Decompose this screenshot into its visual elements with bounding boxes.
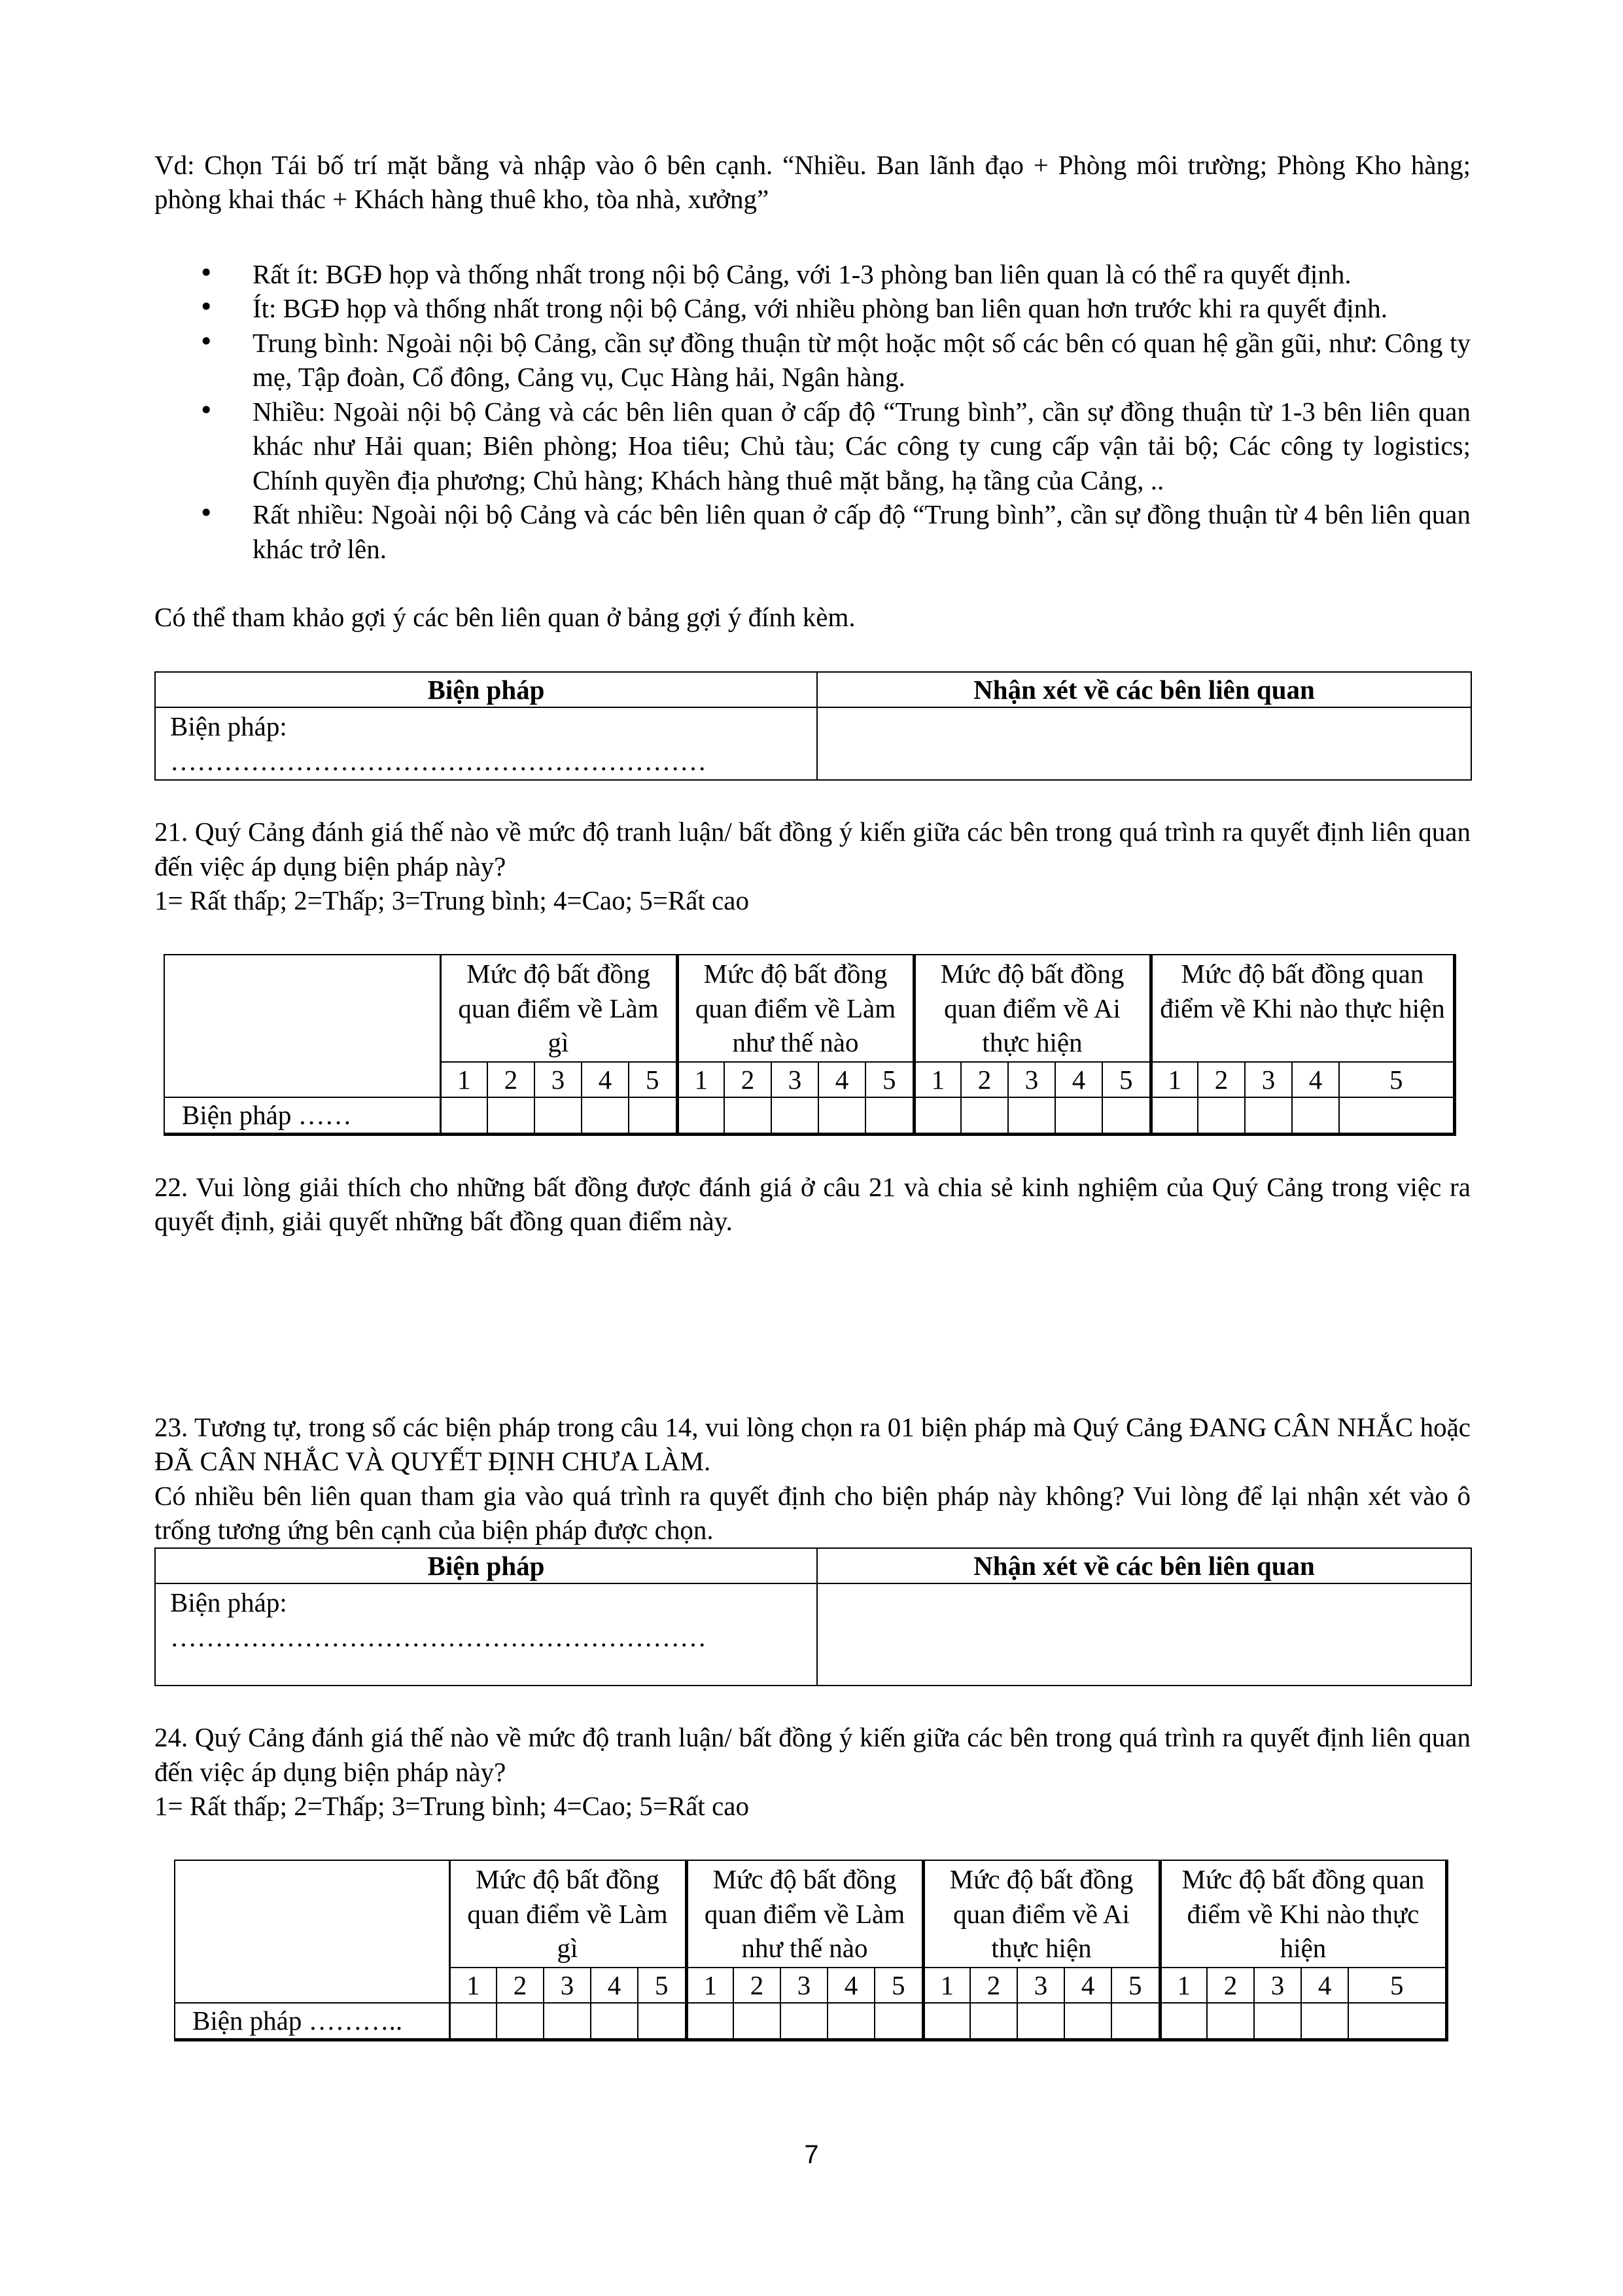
group-header-what: Mức độ bất đồng quan điểm về Làm gì [449, 1860, 686, 1967]
score-header: 1 [686, 1968, 733, 2003]
score-cell[interactable] [487, 1097, 534, 1134]
column-header-comment: Nhận xét về các bên liên quan [817, 1548, 1471, 1583]
score-header: 3 [780, 1968, 828, 2003]
score-header: 2 [1198, 1062, 1245, 1097]
score-header: 4 [1055, 1062, 1102, 1097]
score-cell[interactable] [818, 1097, 865, 1134]
score-cell[interactable] [1339, 1097, 1454, 1134]
question-21: 21. Quý Cảng đánh giá thế nào về mức độ tranh luận/ bất đồng ý kiến giữa các bên trong quá trình ra quyết định liên quan đến việc áp dụng biện pháp này? [154, 817, 1471, 881]
score-cell[interactable] [1245, 1097, 1292, 1134]
score-cell[interactable] [1055, 1097, 1102, 1134]
group-header-who: Mức độ bất đồng quan điểm về Ai thực hiện [914, 955, 1151, 1061]
score-cell[interactable] [1301, 2003, 1348, 2040]
score-header: 4 [582, 1062, 629, 1097]
score-cell[interactable] [1348, 2003, 1446, 2040]
score-header: 1 [923, 1968, 970, 2003]
score-cell[interactable] [582, 1097, 629, 1134]
score-header: 2 [961, 1062, 1008, 1097]
measure-cell[interactable] [155, 1583, 817, 1686]
score-cell[interactable] [534, 1097, 582, 1134]
score-cell[interactable] [923, 2003, 970, 2040]
group-header-who: Mức độ bất đồng quan điểm về Ai thực hiện [923, 1860, 1160, 1967]
score-cell[interactable] [440, 1097, 487, 1134]
document-page [154, 148, 1471, 2041]
reference-note: Có thể tham khảo gợi ý các bên liên quan ở bảng gợi ý đính kèm. [154, 602, 856, 633]
column-header-measure: Biện pháp [155, 672, 817, 707]
score-cell[interactable] [914, 1097, 961, 1134]
list-item: • Rất ít: BGĐ họp và thống nhất trong nội bộ Cảng, với 1-3 phòng ban liên quan là có thể ra quyết định. [253, 257, 1471, 291]
group-header-when: Mức độ bất đồng quan điểm về Khi nào thực hiện [1151, 955, 1454, 1061]
score-cell[interactable] [1111, 2003, 1160, 2040]
score-header: 5 [638, 1968, 686, 2003]
score-header: 4 [818, 1062, 865, 1097]
score-cell[interactable] [591, 2003, 638, 2040]
score-header: 5 [1111, 1968, 1160, 2003]
question-23: 23. Tương tự, trong số các biện pháp trong câu 14, vui lòng chọn ra 01 biện pháp mà Quý Cảng ĐANG CÂN NHẮC hoặc ĐÃ CÂN NHẮC VÀ QUYẾT ĐỊNH CHƯA LÀM. [154, 1411, 1471, 1477]
list-item: • Nhiều: Ngoài nội bộ Cảng và các bên liên quan ở cấp độ “Trung bình”, cần sự đồng thuận từ 1-3 bên liên quan khác như Hải quan; Biên phòng; Hoa tiêu; Chủ tàu; Các công ty cung cấp vận tải bộ; Các công ty logistics; Chính quyền địa phương; Chủ hàng; Khách hàng thuê mặt bằng, hạ tầng của Cảng, .. [253, 395, 1471, 497]
list-item: • Rất nhiều: Ngoài nội bộ Cảng và các bên liên quan ở cấp độ “Trung bình”, cần sự đồng thuận từ 4 bên liên quan khác trở lên. [253, 497, 1471, 566]
header-corner [175, 1860, 449, 2003]
score-cell[interactable] [629, 1097, 677, 1134]
group-header-how: Mức độ bất đồng quan điểm về Làm như thế nào [677, 955, 914, 1061]
measure-blank: …………………………………………………… [170, 745, 707, 776]
stakeholder-table-2 [154, 1547, 1472, 1686]
score-cell[interactable] [677, 1097, 724, 1134]
column-header-measure: Biện pháp [155, 1548, 817, 1583]
score-header: 5 [1102, 1062, 1151, 1097]
score-cell[interactable] [1254, 2003, 1301, 2040]
score-header: 1 [1160, 1968, 1207, 2003]
example-paragraph: Vd: Chọn Tái bố trí mặt bằng và nhập vào ô bên cạnh. “Nhiều. Ban lãnh đạo + Phòng môi trường; Phòng Kho hàng; phòng khai thác + Khách hàng thuê kho, tòa nhà, xưởng” [154, 150, 1471, 215]
score-header: 3 [1245, 1062, 1292, 1097]
question-24: 24. Quý Cảng đánh giá thế nào về mức độ tranh luận/ bất đồng ý kiến giữa các bên trong quá trình ra quyết định liên quan đến việc áp dụng biện pháp này? [154, 1722, 1471, 1787]
score-cell[interactable] [686, 2003, 733, 2040]
score-header: 2 [733, 1968, 780, 2003]
score-header: 3 [544, 1968, 591, 2003]
score-cell[interactable] [828, 2003, 875, 2040]
score-cell[interactable] [780, 2003, 828, 2040]
score-header: 3 [771, 1062, 818, 1097]
header-corner [164, 955, 440, 1097]
question-23-prompt: Có nhiều bên liên quan tham gia vào quá trình ra quyết định cho biện pháp này không? Vui lòng để lại nhận xét vào ô trống tương ứng bên cạnh của biện pháp được chọn. [154, 1480, 1471, 1545]
measure-label: Biện pháp: [170, 711, 287, 742]
score-header: 2 [487, 1062, 534, 1097]
score-header: 4 [828, 1968, 875, 2003]
score-header: 4 [1292, 1062, 1339, 1097]
disagreement-table-24 [174, 1860, 1448, 2041]
score-header: 3 [1017, 1968, 1064, 2003]
row-label: Biện pháp ……….. [175, 2003, 449, 2040]
scale-legend-21: 1= Rất thấp; 2=Thấp; 3=Trung bình; 4=Cao; 5=Rất cao [154, 885, 749, 915]
score-header: 4 [1301, 1968, 1348, 2003]
score-header: 5 [629, 1062, 677, 1097]
group-header-what: Mức độ bất đồng quan điểm về Làm gì [440, 955, 677, 1061]
score-header: 1 [440, 1062, 487, 1097]
score-cell[interactable] [771, 1097, 818, 1134]
column-header-comment: Nhận xét về các bên liên quan [817, 672, 1471, 707]
score-header: 2 [1207, 1968, 1254, 2003]
comment-cell[interactable] [817, 707, 1471, 780]
score-header: 2 [970, 1968, 1017, 2003]
score-cell[interactable] [865, 1097, 914, 1134]
score-header: 3 [1008, 1062, 1055, 1097]
answer-space-22[interactable] [154, 1239, 1471, 1410]
score-header: 5 [1339, 1062, 1454, 1097]
score-cell[interactable] [724, 1097, 771, 1134]
score-cell[interactable] [449, 2003, 497, 2040]
score-cell[interactable] [961, 1097, 1008, 1134]
score-header: 3 [534, 1062, 582, 1097]
score-header: 5 [875, 1968, 923, 2003]
score-cell[interactable] [1160, 2003, 1207, 2040]
score-cell[interactable] [970, 2003, 1017, 2040]
row-label: Biện pháp …… [164, 1097, 440, 1134]
score-header: 5 [1348, 1968, 1446, 2003]
score-cell[interactable] [1017, 2003, 1064, 2040]
score-cell[interactable] [1292, 1097, 1339, 1134]
list-item: • Trung bình: Ngoài nội bộ Cảng, cần sự đồng thuận từ một hoặc một số các bên có quan hệ gần gũi, như: Công ty mẹ, Tập đoàn, Cổ đông, Cảng vụ, Cục Hàng hải, Ngân hàng. [253, 326, 1471, 395]
question-22: 22. Vui lòng giải thích cho những bất đồng được đánh giá ở câu 21 và chia sẻ kinh nghiệm của Quý Cảng trong việc ra quyết định, giải quyết những bất đồng quan điểm này. [154, 1171, 1471, 1237]
score-header: 5 [865, 1062, 914, 1097]
score-header: 2 [724, 1062, 771, 1097]
score-cell[interactable] [544, 2003, 591, 2040]
score-cell[interactable] [1064, 2003, 1111, 2040]
score-header: 1 [1151, 1062, 1198, 1097]
measure-cell[interactable] [155, 707, 817, 780]
score-header: 2 [497, 1968, 544, 2003]
score-cell[interactable] [1198, 1097, 1245, 1134]
group-header-how: Mức độ bất đồng quan điểm về Làm như thế nào [686, 1860, 923, 1967]
score-header: 1 [914, 1062, 961, 1097]
page-number: 7 [804, 2140, 819, 2169]
score-cell[interactable] [733, 2003, 780, 2040]
score-header: 1 [677, 1062, 724, 1097]
stakeholder-level-list [154, 257, 1471, 566]
list-item: • Ít: BGĐ họp và thống nhất trong nội bộ Cảng, với nhiều phòng ban liên quan hơn trước khi ra quyết định. [253, 291, 1471, 325]
score-cell[interactable] [1102, 1097, 1151, 1134]
comment-cell[interactable] [817, 1583, 1471, 1686]
score-cell[interactable] [1207, 2003, 1254, 2040]
group-header-when: Mức độ bất đồng quan điểm về Khi nào thực hiện [1160, 1860, 1446, 1967]
measure-blank: …………………………………………………… [170, 1621, 707, 1652]
score-cell[interactable] [1151, 1097, 1198, 1134]
disagreement-table-21 [164, 954, 1456, 1135]
score-cell[interactable] [497, 2003, 544, 2040]
score-cell[interactable] [1008, 1097, 1055, 1134]
score-header: 4 [591, 1968, 638, 2003]
score-cell[interactable] [638, 2003, 686, 2040]
measure-label: Biện pháp: [170, 1587, 287, 1618]
stakeholder-table-1 [154, 671, 1472, 781]
score-header: 3 [1254, 1968, 1301, 2003]
score-header: 4 [1064, 1968, 1111, 2003]
score-header: 1 [449, 1968, 497, 2003]
score-cell[interactable] [875, 2003, 923, 2040]
scale-legend-24: 1= Rất thấp; 2=Thấp; 3=Trung bình; 4=Cao; 5=Rất cao [154, 1791, 749, 1821]
